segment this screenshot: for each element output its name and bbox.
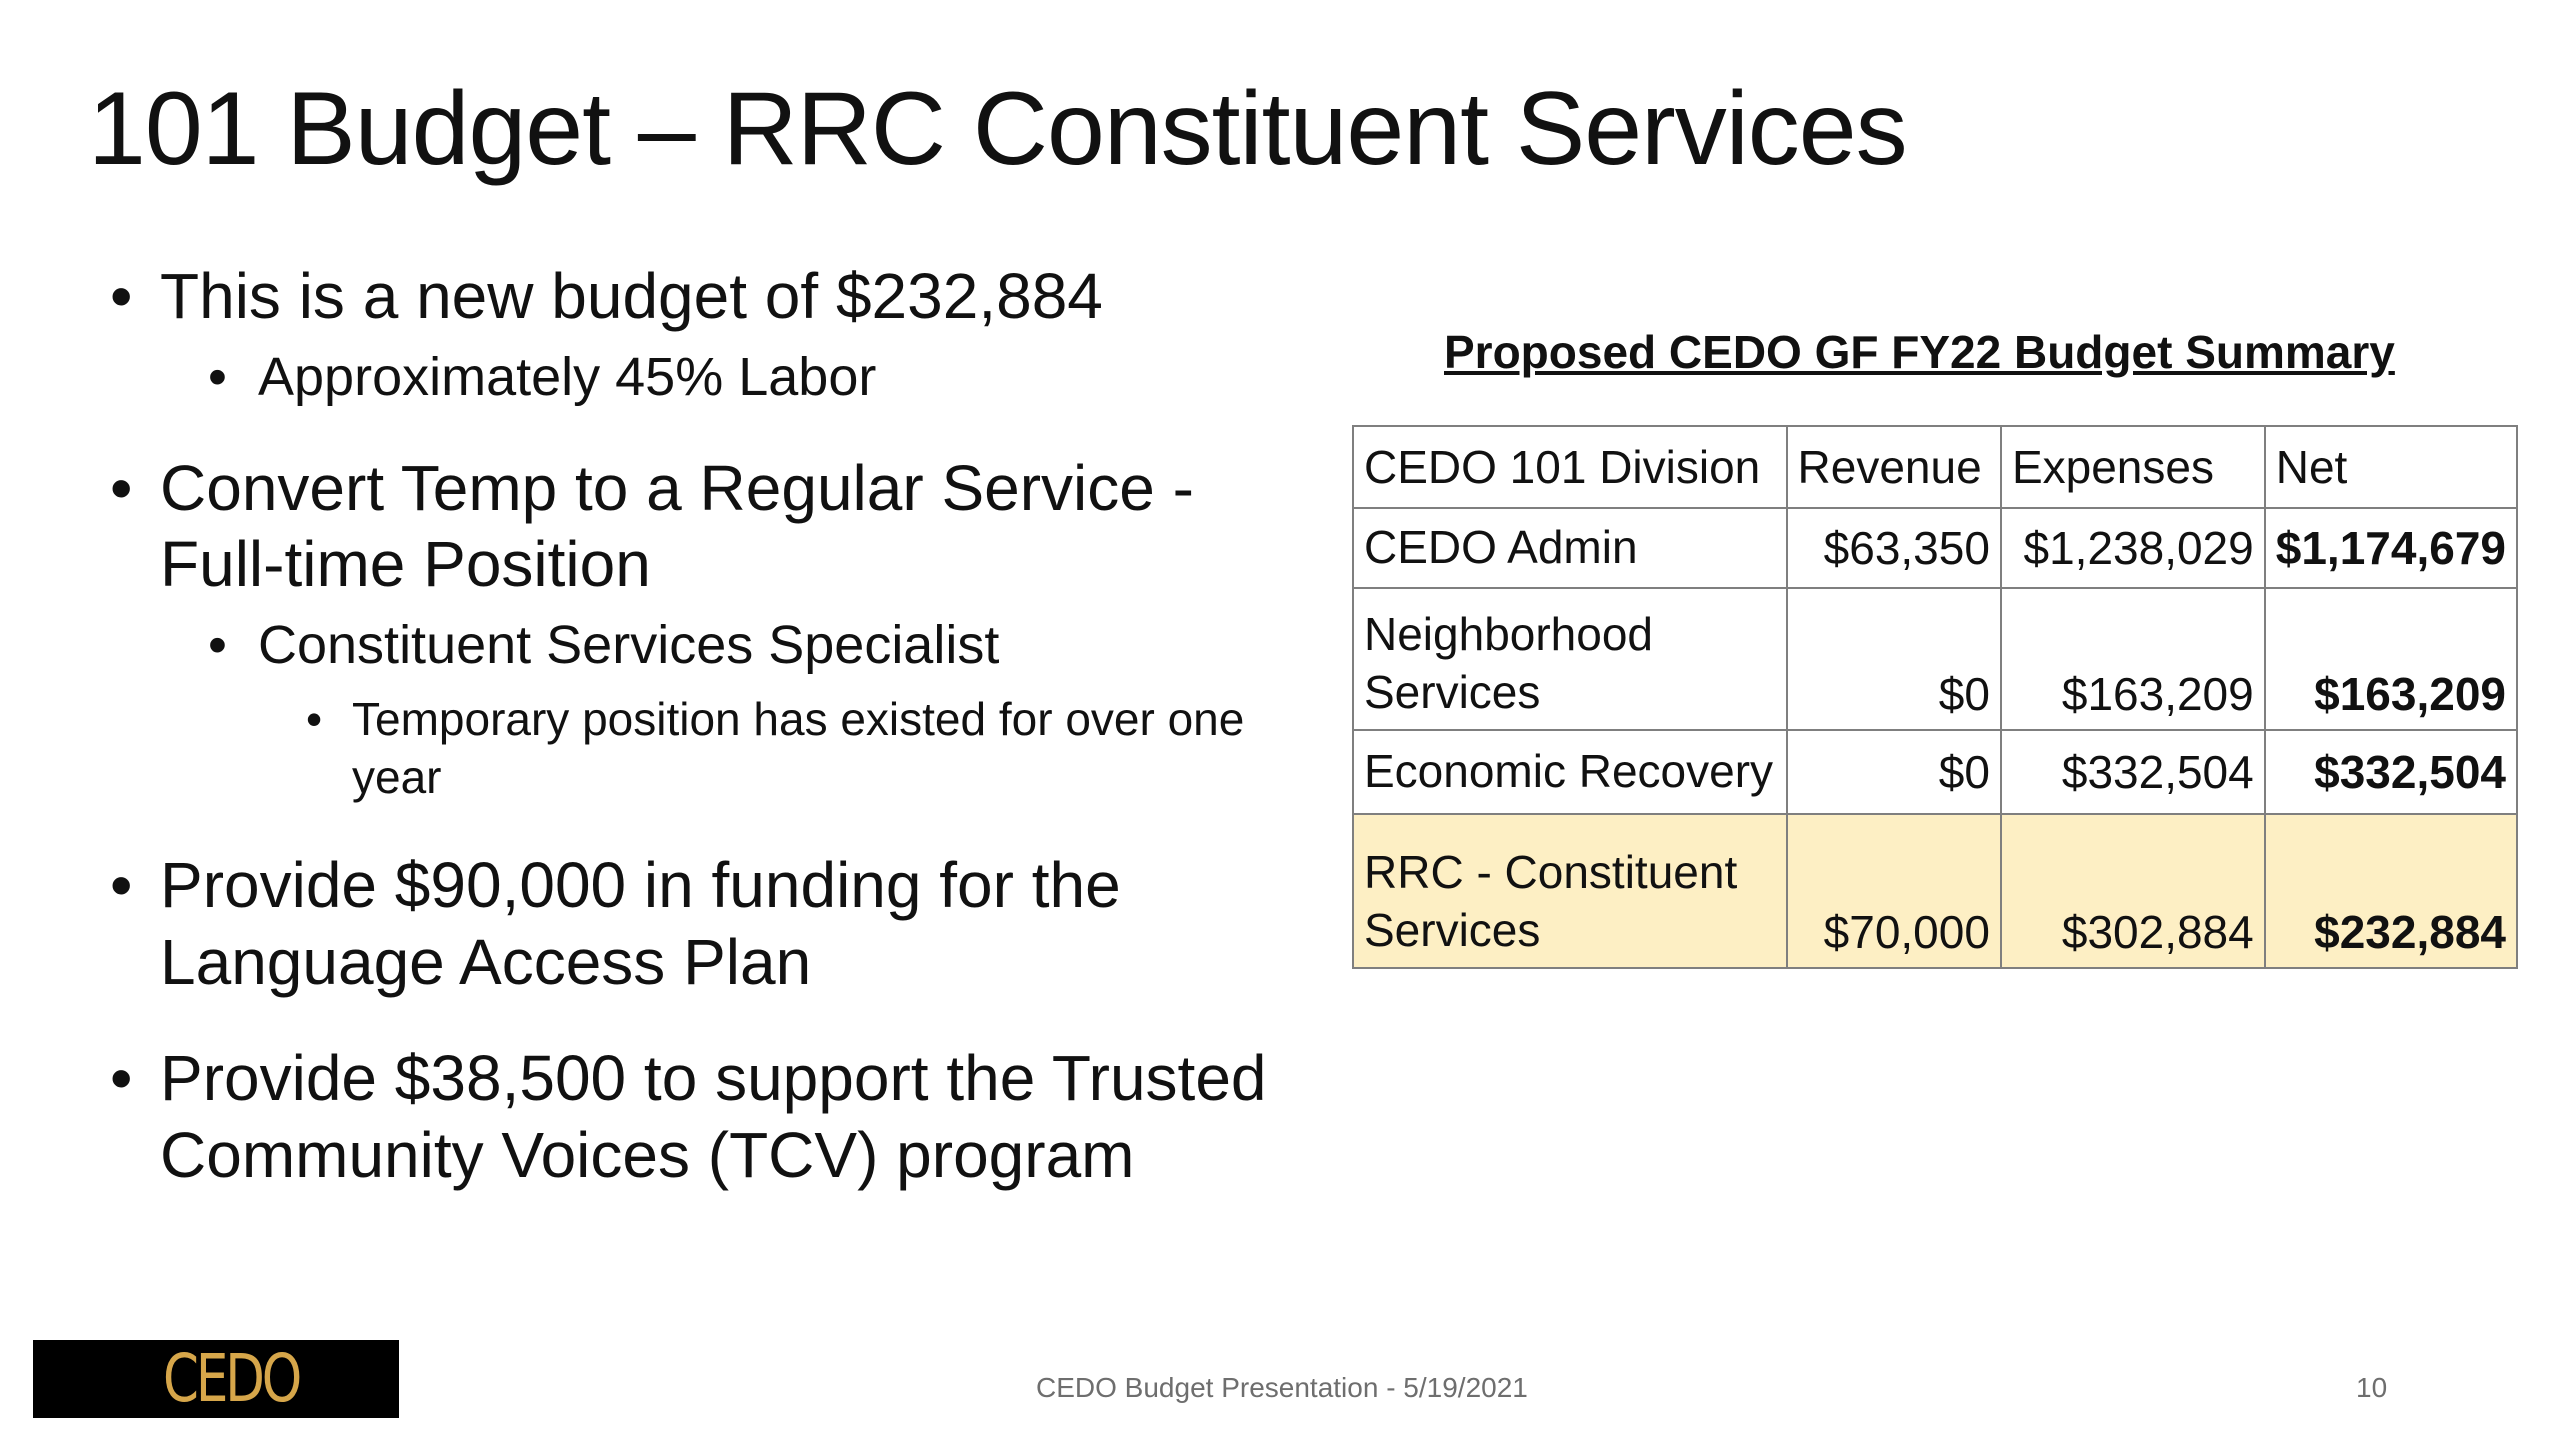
bullet-list <box>110 258 1270 1194</box>
expenses-cell: $1,238,029 <box>2001 508 2265 588</box>
bullet-marker: • <box>110 848 133 921</box>
footer-text: CEDO Budget Presentation - 5/19/2021 <box>1036 1372 1528 1403</box>
division-line: RRC - Constituent <box>1364 846 1738 898</box>
division-cell: CEDO Admin <box>1353 508 1787 588</box>
revenue-cell: $63,350 <box>1787 508 2001 588</box>
table-title: Proposed CEDO GF FY22 Budget Summary <box>1444 326 2395 378</box>
bullet-item <box>110 450 1270 604</box>
page-number: 10 <box>2356 1372 2388 1403</box>
logo-text: CEDO <box>163 1340 300 1417</box>
bullet-text: Constituent Services Specialist <box>258 615 1000 676</box>
column-header-net: Net <box>2265 426 2517 508</box>
bullet-item <box>306 690 1270 807</box>
bullet-marker: • <box>110 260 133 332</box>
revenue-cell: $0 <box>1787 588 2001 730</box>
table-row-highlighted <box>1353 814 2517 968</box>
cedo-logo <box>33 1340 399 1418</box>
division-line: Services <box>1364 665 1541 718</box>
bullet-item <box>208 345 1270 410</box>
column-header-revenue: Revenue <box>1787 426 2001 508</box>
bullet-marker: • <box>306 692 323 745</box>
bullet-text: This is a new budget of $232,884 <box>160 260 1103 332</box>
table-row <box>1353 730 2517 814</box>
bullet-marker: • <box>110 1042 133 1115</box>
expenses-cell: $163,209 <box>2001 588 2265 730</box>
column-header-division: CEDO 101 Division <box>1353 426 1787 508</box>
net-cell: $232,884 <box>2265 814 2517 968</box>
bullet-item <box>208 613 1270 678</box>
bullet-marker: • <box>110 451 133 524</box>
table-row <box>1353 588 2517 730</box>
net-cell: $163,209 <box>2265 588 2517 730</box>
slide-title: 101 Budget – RRC Constituent Services <box>88 71 1907 187</box>
expenses-cell: $332,504 <box>2001 730 2265 814</box>
division-line: Neighborhood <box>1364 608 1654 660</box>
bullet-text: Approximately 45% Labor <box>258 346 877 407</box>
revenue-cell: $70,000 <box>1787 814 2001 968</box>
bullet-text: Convert Temp to a Regular Service - Full-time Position <box>160 451 1194 601</box>
bullet-text: Temporary position has existed for over one year <box>352 692 1245 804</box>
net-cell: $1,174,679 <box>2265 508 2517 588</box>
table-header-row <box>1353 426 2517 508</box>
division-cell <box>1353 588 1787 730</box>
division-line: Services <box>1364 903 1541 956</box>
table-row <box>1353 508 2517 588</box>
bullet-item <box>110 1040 1270 1194</box>
net-cell: $332,504 <box>2265 730 2517 814</box>
revenue-cell: $0 <box>1787 730 2001 814</box>
division-cell: Economic Recovery <box>1353 730 1787 814</box>
expenses-cell: $302,884 <box>2001 814 2265 968</box>
bullet-item <box>110 258 1270 335</box>
budget-summary-table <box>1352 425 2518 969</box>
bullet-marker: • <box>208 615 227 676</box>
bullet-item <box>110 847 1270 1001</box>
bullet-text: Provide $38,500 to support the Trusted Community Voices (TCV) program <box>160 1042 1267 1192</box>
division-cell <box>1353 814 1787 968</box>
bullet-marker: • <box>208 346 227 407</box>
bullet-text: Provide $90,000 in funding for the Language Access Plan <box>160 848 1121 998</box>
column-header-expenses: Expenses <box>2001 426 2265 508</box>
